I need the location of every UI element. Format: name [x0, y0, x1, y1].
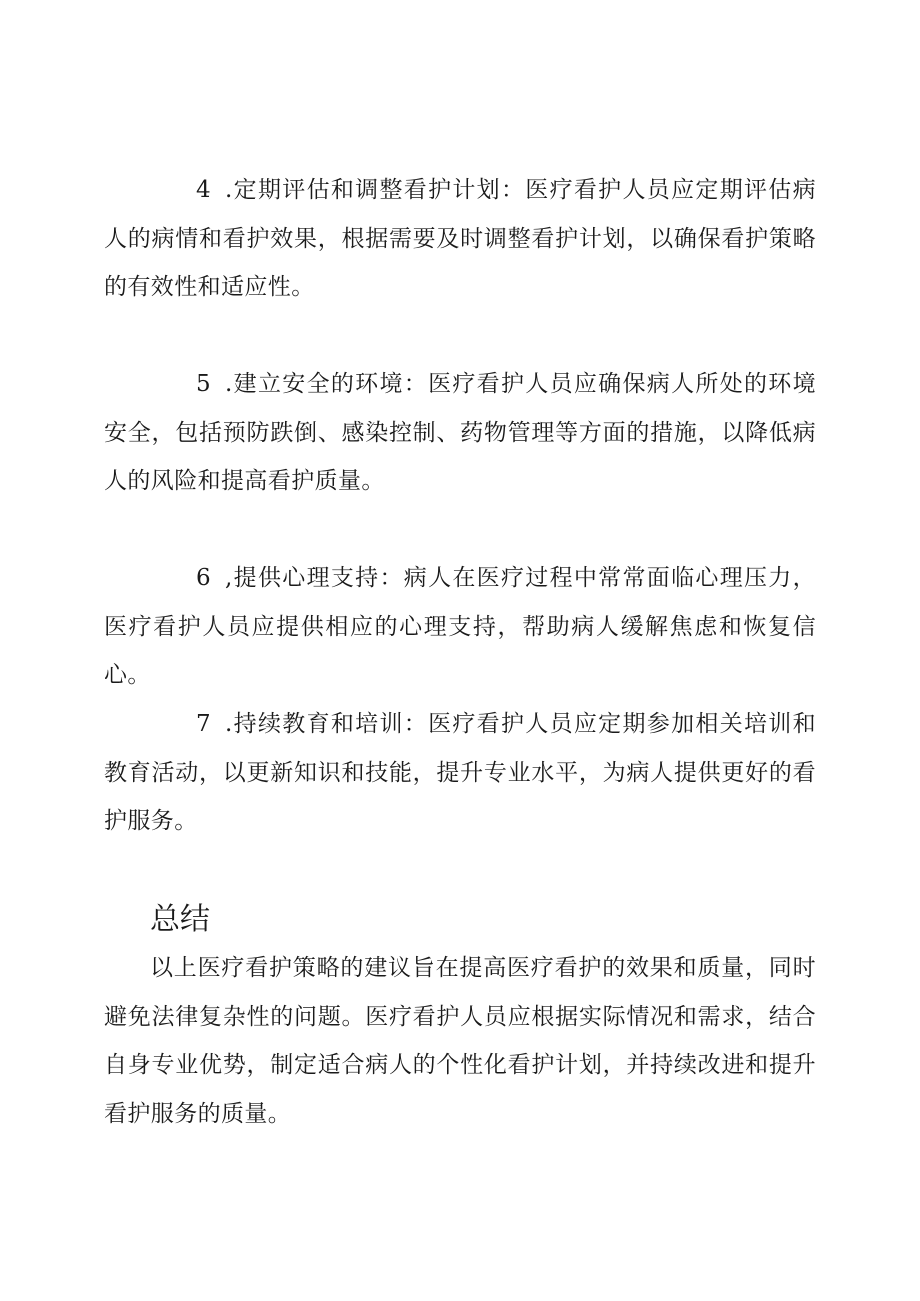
list-item-text — [104, 166, 816, 312]
list-item-text — [104, 700, 816, 846]
list-item-number: 7 — [196, 711, 212, 737]
list-item-body: .持续教育和培训：医疗看护人员应定期参加相关培训和教育活动，以更新知识和技能，提升专业水平，为病人提供更好的看护服务。 — [104, 711, 816, 834]
list-item-number: 6 — [196, 565, 212, 591]
summary-heading: 总结 — [150, 902, 210, 937]
list-item-number: 4 — [196, 177, 212, 203]
list-item-text — [104, 554, 816, 700]
list-item-7 — [104, 700, 816, 846]
list-item-text — [104, 360, 816, 506]
summary-paragraph: 以上医疗看护策略的建议旨在提高医疗看护的效果和质量，同时避免法律复杂性的问题。医疗看护人员应根据实际情况和需求，结合自身专业优势，制定适合病人的个性化看护计划，并持续改进和提升看护服务的质量。 — [104, 955, 816, 1127]
list-item-body: .定期评估和调整看护计划：医疗看护人员应定期评估病人的病情和看护效果，根据需要及时调整看护计划，以确保看护策略的有效性和适应性。 — [104, 177, 816, 300]
list-item-5 — [104, 360, 816, 506]
list-item-number: 5 — [196, 371, 212, 397]
summary-section — [104, 944, 816, 1138]
list-item-6 — [104, 554, 816, 700]
list-item-4 — [104, 166, 816, 312]
list-item-body: .建立安全的环境：医疗看护人员应确保病人所处的环境安全，包括预防跌倒、感染控制、药物管理等方面的措施，以降低病人的风险和提高看护质量。 — [104, 371, 816, 494]
list-item-body: ,提供心理支持：病人在医疗过程中常常面临心理压力，医疗看护人员应提供相应的心理支持，帮助病人缓解焦虑和恢复信心。 — [104, 565, 816, 688]
